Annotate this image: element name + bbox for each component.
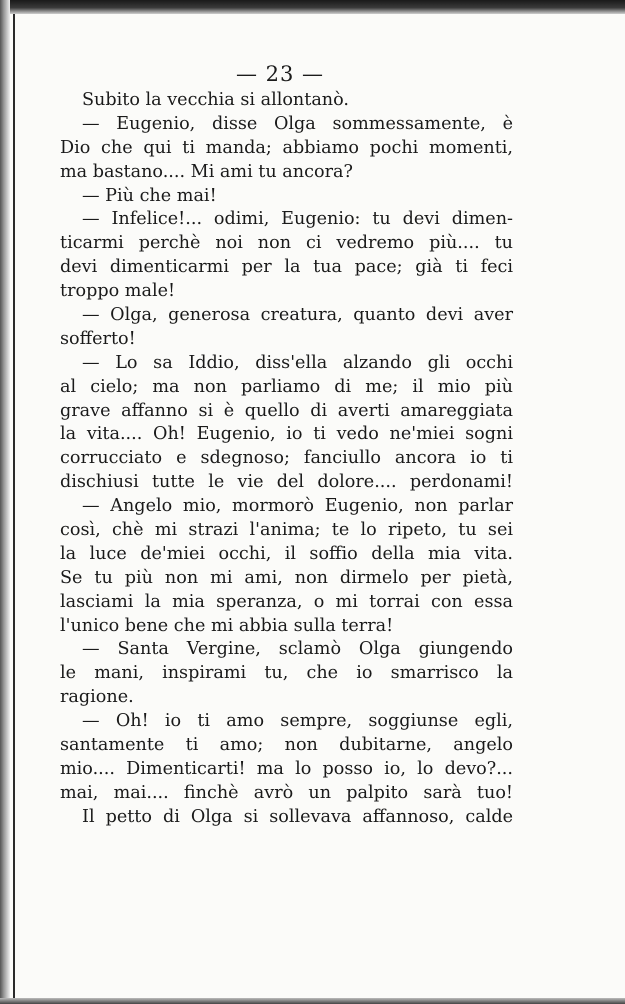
text-line: ticarmi perchè noi non ci vedremo più.... tu: [60, 233, 513, 254]
text-line: — Angelo mio, mormorò Eugenio, non parlar: [82, 496, 513, 517]
page-number: — 23 —: [235, 62, 325, 86]
text-line: devi dimenticarmi per la tua pace; già ti feci: [60, 257, 513, 278]
scan-left-edge: [0, 0, 10, 1004]
text-line: — Oh! io ti amo sempre, soggiunse egli,: [82, 711, 513, 732]
text-line: — Santa Vergine, sclamò Olga giungendo: [82, 639, 513, 660]
body-text: [60, 89, 513, 830]
scan-bottom-edge: [0, 998, 625, 1004]
text-line: — Olga, generosa creatura, quanto devi aver: [82, 305, 513, 326]
text-line: Se tu più non mi ami, non dirmelo per pietà,: [60, 567, 513, 588]
text-line: ma bastano.... Mi ami tu ancora?: [60, 161, 353, 182]
text-line: — Più che mai!: [82, 185, 217, 206]
text-line: mai, mai.... finchè avrò un palpito sarà tuo!: [60, 782, 513, 803]
text-line: le mani, inspirami tu, che io smarrisco la: [60, 663, 513, 684]
text-line: ragione.: [60, 687, 134, 708]
text-line: corrucciato e sdegnoso; fanciullo ancora io ti: [60, 448, 513, 469]
text-line: dischiusi tutte le vie del dolore.... perdonami!: [60, 472, 513, 493]
text-line: — Infelice!... odimi, Eugenio: tu devi dimen-: [82, 209, 513, 230]
scan-top-edge: [0, 0, 625, 14]
text-line: lasciami la mia speranza, o mi torrai con essa: [60, 591, 513, 612]
page-binding-rule: [13, 14, 15, 999]
text-line: la luce de'miei occhi, il soffio della mia vita.: [60, 543, 513, 564]
text-line: la vita.... Oh! Eugenio, io ti vedo ne'miei sogni: [60, 424, 513, 445]
text-line: mio.... Dimenticarti! ma lo posso io, lo devo?...: [60, 758, 513, 779]
text-line: Il petto di Olga si sollevava affannoso, calde: [82, 806, 513, 827]
text-line: troppo male!: [60, 281, 176, 302]
text-line: santamente ti amo; non dubitarne, angelo: [60, 735, 513, 756]
text-line: — Eugenio, disse Olga sommessamente, è: [82, 113, 513, 134]
text-line: così, chè mi strazi l'anima; te lo ripeto, tu sei: [60, 520, 513, 541]
text-line: sofferto!: [60, 328, 136, 349]
text-line: Subito la vecchia si allontanò.: [82, 90, 350, 110]
text-line: l'unico bene che mi abbia sulla terra!: [60, 615, 394, 636]
text-line: grave affanno si è quello di averti amareggiata: [60, 400, 513, 421]
text-line: — Lo sa Iddio, diss'ella alzando gli occhi: [82, 352, 513, 373]
text-line: Dio che qui ti manda; abbiamo pochi momenti,: [60, 137, 513, 158]
text-line: al cielo; ma non parliamo di me; il mio più: [60, 376, 513, 397]
